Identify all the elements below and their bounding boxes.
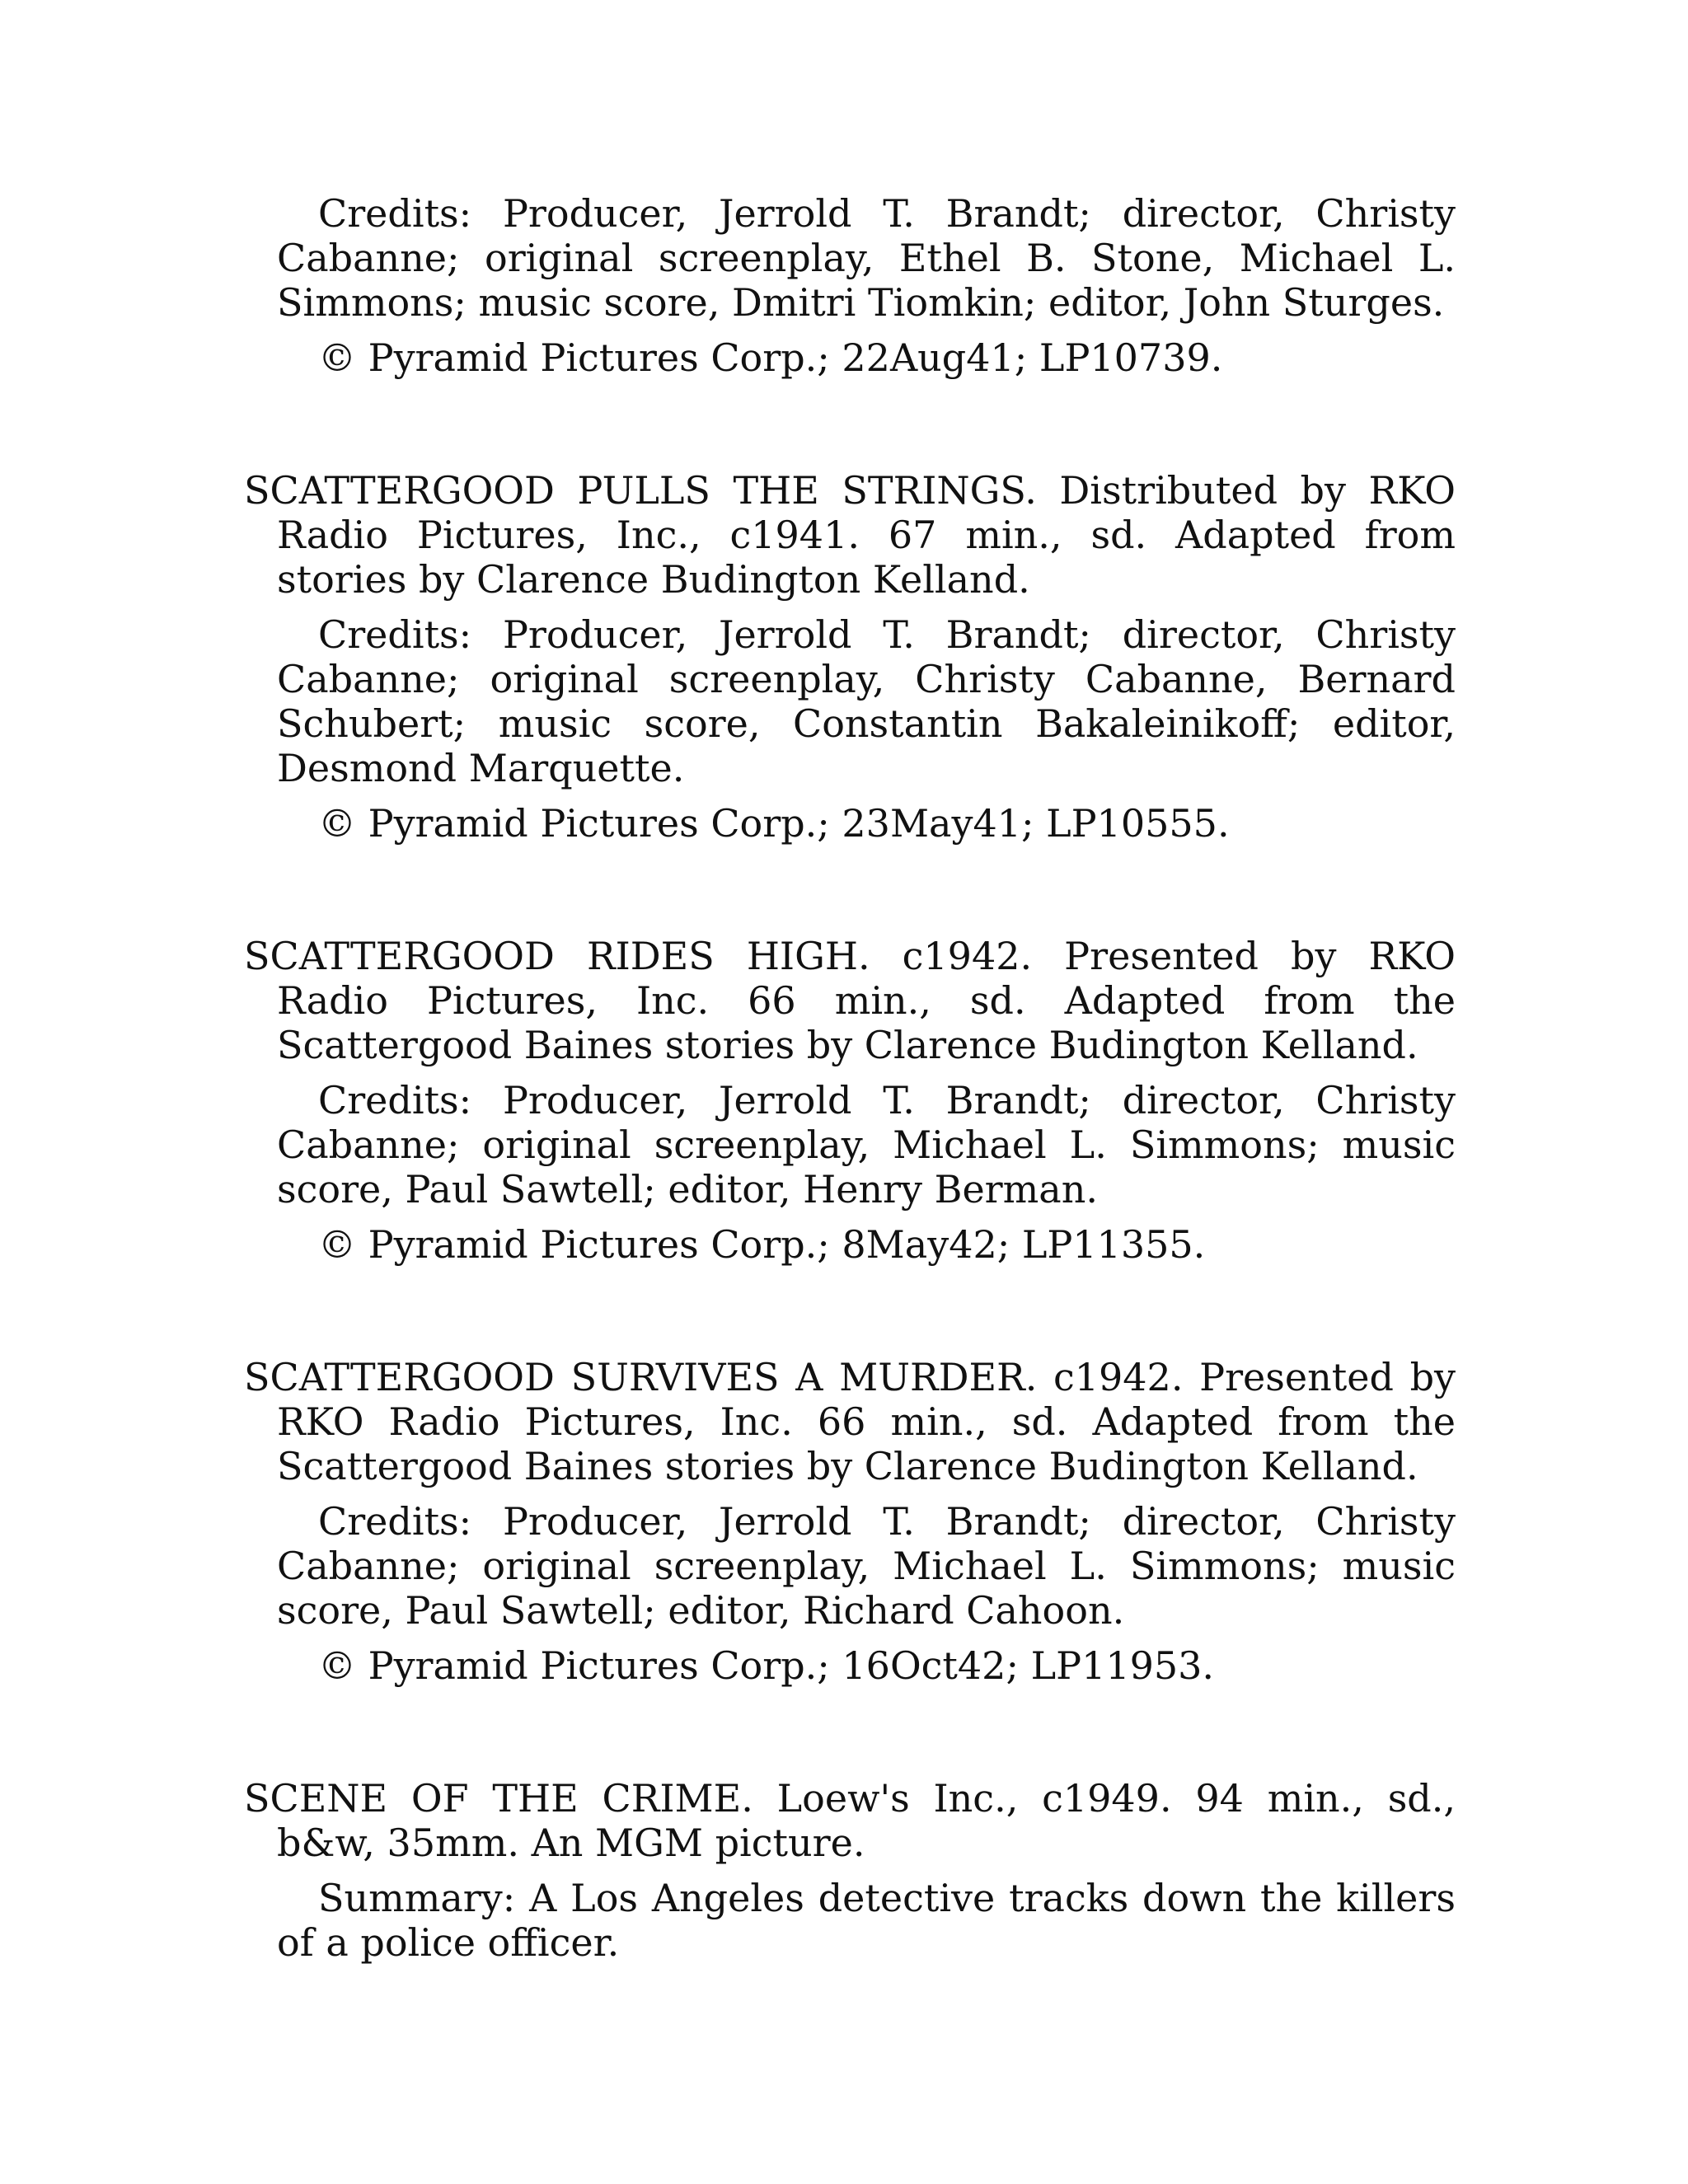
credits-text: Credits: Producer, Jerrold T. Brandt; director, Christy Cabanne; original screenplay, Michael L. Simmons; music score, Paul Sawtell; editor, Henry Berman. [277, 1078, 1456, 1212]
entry-heading: SCENE OF THE CRIME. Loew's Inc., c1949. 94 min., sd., b&w, 35mm. An MGM picture. [244, 1776, 1456, 1865]
entry-heading: SCATTERGOOD SURVIVES A MURDER. c1942. Presented by RKO Radio Pictures, Inc. 66 min., sd. Adapted from the Scattergood Baines stories by Clarence Budington Kelland. [244, 1355, 1456, 1488]
copyright-text: © Pyramid Pictures Corp.; 16Oct42; LP11953. [318, 1643, 1215, 1688]
catalog-entry [244, 1776, 1456, 1965]
document-page [244, 191, 1456, 1965]
summary-text: Summary: A Los Angeles detective tracks down the killers of a police officer. [277, 1876, 1456, 1965]
catalog-entry [244, 191, 1456, 380]
credits-text: Credits: Producer, Jerrold T. Brandt; director, Christy Cabanne; original screenplay, Michael L. Simmons; music score, Paul Sawtell; editor, Richard Cahoon. [277, 1499, 1456, 1633]
copyright-text: © Pyramid Pictures Corp.; 22Aug41; LP10739. [318, 335, 1223, 380]
credits-text: Credits: Producer, Jerrold T. Brandt; director, Christy Cabanne; original screenplay, Christy Cabanne, Bernard Schubert; music score, Constantin Bakaleinikoff; editor, Desmond Marquette. [277, 612, 1456, 790]
entry-heading: SCATTERGOOD PULLS THE STRINGS. Distributed by RKO Radio Pictures, Inc., c1941. 67 min., sd. Adapted from stories by Clarence Budington Kelland. [244, 468, 1456, 602]
catalog-entry [244, 934, 1456, 1267]
copyright-text: © Pyramid Pictures Corp.; 23May41; LP10555. [318, 801, 1230, 846]
copyright-text: © Pyramid Pictures Corp.; 8May42; LP11355. [318, 1222, 1206, 1267]
catalog-entry [244, 468, 1456, 846]
entry-heading: SCATTERGOOD RIDES HIGH. c1942. Presented by RKO Radio Pictures, Inc. 66 min., sd. Adapted from the Scattergood Baines stories by Clarence Budington Kelland. [244, 934, 1456, 1067]
catalog-entry [244, 1355, 1456, 1688]
credits-text: Credits: Producer, Jerrold T. Brandt; director, Christy Cabanne; original screenplay, Ethel B. Stone, Michael L. Simmons; music score, Dmitri Tiomkin; editor, John Sturges. [277, 191, 1456, 325]
